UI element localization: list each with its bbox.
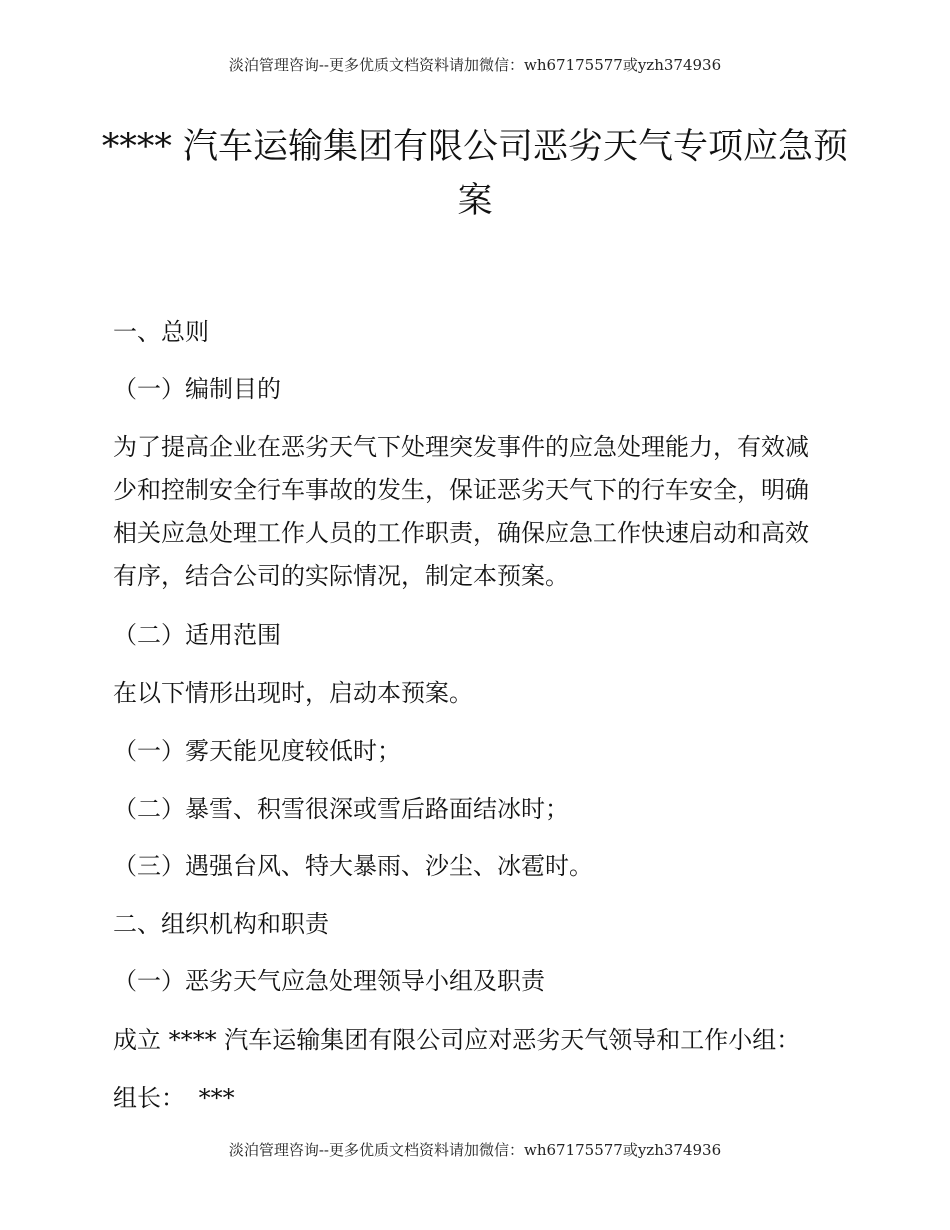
subheading-purpose: （一）编制目的: [113, 375, 281, 403]
subheading-scope: （二）适用范围: [113, 621, 281, 649]
purpose-paragraph: [113, 426, 843, 598]
scope-item: （二）暴雪、积雪很深或雪后路面结冰时；: [113, 795, 569, 823]
paragraph-line: 相关应急处理工作人员的工作职责，确保应急工作快速启动和高效: [113, 519, 809, 547]
document-title: [100, 120, 850, 228]
scope-item: （一）雾天能见度较低时；: [113, 737, 401, 765]
scope-intro: 在以下情形出现时，启动本预案。: [113, 679, 473, 707]
leader-label: 组长：: [113, 1084, 185, 1112]
subheading-leadership-group: （一）恶劣天气应急处理领导小组及职责: [113, 967, 545, 995]
organization-intro: 成立 **** 汽车运输集团有限公司应对恶劣天气领导和工作小组：: [113, 1026, 801, 1054]
page-header: 淡泊管理咨询--更多优质文档资料请加微信：wh67175577或yzh374936: [228, 56, 722, 74]
leader-line: [113, 1083, 235, 1113]
title-line-2: 案: [457, 181, 493, 221]
section-heading-organization: 二、组织机构和职责: [113, 910, 329, 938]
paragraph-line: 少和控制安全行车事故的发生，保证恶劣天气下的行车安全，明确: [113, 476, 809, 504]
section-heading-general: 一、总则: [113, 318, 209, 346]
paragraph-line: 有序，结合公司的实际情况，制定本预案。: [113, 562, 569, 590]
leader-value: ***: [198, 1084, 235, 1112]
title-line-1: **** 汽车运输集团有限公司恶劣天气专项应急预: [101, 127, 849, 167]
paragraph-line: 为了提高企业在恶劣天气下处理突发事件的应急处理能力，有效减: [113, 433, 809, 461]
page-footer: 淡泊管理咨询--更多优质文档资料请加微信：wh67175577或yzh374936: [228, 1141, 722, 1159]
scope-item: （三）遇强台风、特大暴雨、沙尘、冰雹时。: [113, 852, 593, 880]
